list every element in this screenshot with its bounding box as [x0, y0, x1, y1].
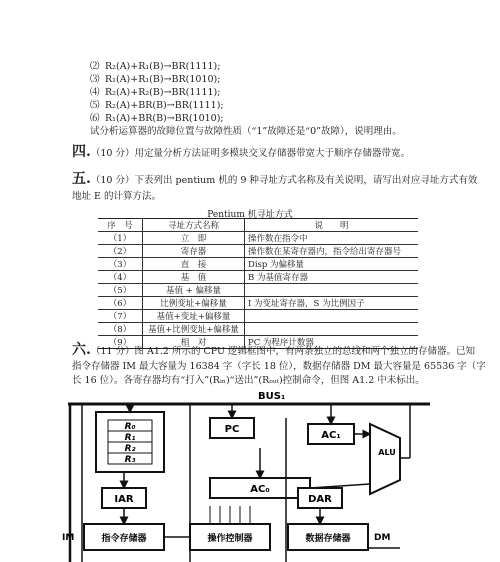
- svg-text:AC₁: AC₁: [321, 430, 341, 441]
- cpu-block-diagram: [60, 388, 440, 562]
- question-6: [72, 343, 475, 359]
- table-row: （1） 立 即 操作数在指令中: [98, 232, 418, 245]
- question-6-line3: 长 16 位）。各寄存器均有“打入”(Rᵢₙ)“送出”(Rₒᵤₜ)控制命令，但图 A1.2 中未标出。: [72, 375, 425, 386]
- prev-item: ⑸ R₂(A)+BR(B)→BR(1111);: [90, 100, 224, 111]
- table-row: （8） 基值+比例变址+偏移量: [98, 323, 418, 336]
- header-number: 序 号: [98, 219, 143, 232]
- svg-text:R₃: R₃: [124, 455, 136, 465]
- question-4-label: 四.: [72, 144, 91, 160]
- addressing-mode-table: [98, 218, 418, 349]
- table-row: （6） 比例变址+偏移量 I 为变址寄存器，S 为比例因子: [98, 297, 418, 310]
- bus-label: BUS₁: [258, 391, 286, 402]
- question-6-label: 六.: [72, 342, 91, 358]
- question-5: [72, 172, 477, 188]
- question-4-text: （10 分）用定量分析方法证明多模块交叉存储器带宽大于顺序存储器带宽。: [90, 148, 410, 159]
- table-row: （9） 相 对 PC 为程序计数器: [98, 336, 418, 349]
- prev-item: ⑶ R₁(A)+R₁(B)→BR(1010);: [90, 74, 221, 85]
- svg-text:R₂: R₂: [124, 444, 136, 454]
- table-row: （7） 基值+变址+偏移量: [98, 310, 418, 323]
- svg-text:ALU: ALU: [378, 448, 396, 457]
- svg-text:R₁: R₁: [124, 433, 136, 443]
- table-caption: Pentium 机寻址方式: [207, 210, 293, 220]
- question-5-line2: 地址 E 的计算方法。: [72, 191, 161, 202]
- svg-text:DAR: DAR: [308, 494, 332, 505]
- table-row: （2） 寄存器 操作数在某寄存器内，指令给出寄存器号: [98, 245, 418, 258]
- table-row: （3） 直 接 Disp 为偏移量: [98, 258, 418, 271]
- question-6-line1: （11 分）图 A1.2 所示的 CPU 逻辑框图中，有两条独立的总线和两个独立的存储器。已知: [90, 346, 476, 357]
- svg-text:IAR: IAR: [114, 494, 134, 505]
- prev-item: ⑵ R₂(A)+R₁(B)→BR(1111);: [90, 61, 221, 72]
- dm-label: DM: [374, 533, 391, 543]
- table-row: （4） 基 值 B 为基值寄存器: [98, 271, 418, 284]
- table-header-row: [98, 219, 418, 232]
- prev-item: ⑷ R₂(A)+R₂(B)→BR(1111);: [90, 87, 221, 98]
- svg-text:数据存储器: 数据存储器: [305, 534, 351, 544]
- svg-text:R₀: R₀: [124, 422, 136, 432]
- prev-instruction: 试分析运算器的故障位置与故障性质（“1”故障还是“0”故障），说明理由。: [90, 126, 402, 137]
- question-5-line1: （10 分）下表列出 pentium 机的 9 种寻址方式名称及有关说明，请写出对应寻址方式有效: [90, 175, 478, 186]
- question-6-line2: 指令存储器 IM 最大容量为 16384 字（字长 18 位），数据存储器 DM 最大容量是 65536 字（字: [72, 361, 486, 372]
- header-description: 说 明: [245, 219, 419, 232]
- svg-text:操作控制器: 操作控制器: [207, 534, 253, 544]
- header-mode-name: 寻址方式名称: [143, 219, 245, 232]
- table-row: （5） 基值 + 偏移量: [98, 284, 418, 297]
- im-label: IM: [62, 533, 75, 543]
- alu-unit: [370, 424, 400, 494]
- svg-text:PC: PC: [224, 424, 240, 435]
- prev-item: ⑹ R₁(A)+BR(B)→BR(1010);: [90, 113, 224, 124]
- question-5-label: 五.: [72, 171, 91, 187]
- question-4: [72, 145, 410, 161]
- svg-text:指令存储器: 指令存储器: [101, 534, 147, 544]
- svg-text:AC₀: AC₀: [250, 484, 270, 495]
